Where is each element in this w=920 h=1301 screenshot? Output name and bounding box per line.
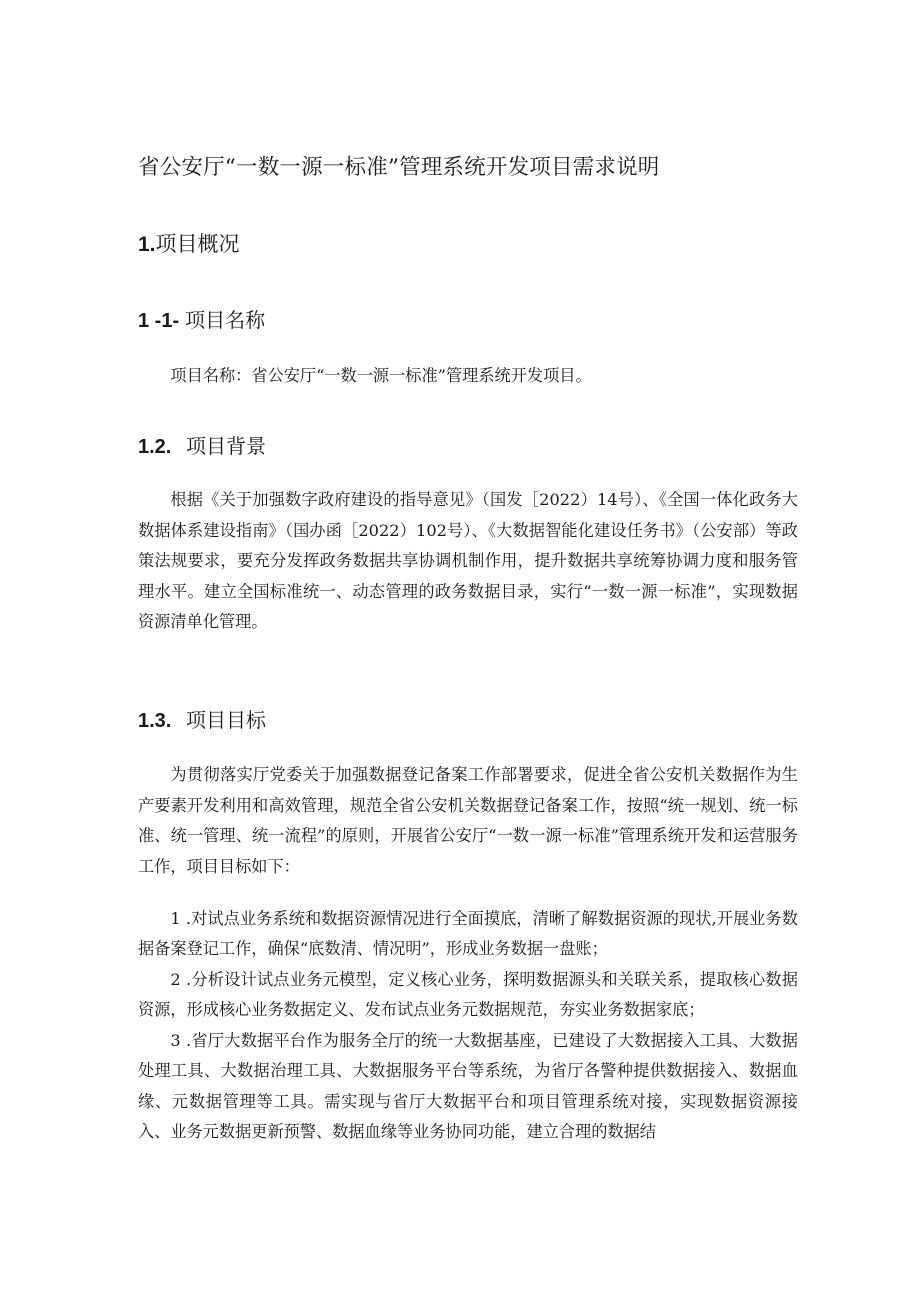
project-name-paragraph: 项目名称：省公安厅“一数一源一标准”管理系统开发项目。 [170, 366, 592, 385]
goal-item-1: 1 .对试点业务系统和数据资源情况进行全面摸底，清晰了解数据资源的现状,开展业务数据备案登记工作，确保“底数清、情况明”，形成业务数据一盘账； [138, 909, 798, 959]
section-title: 项目目标 [186, 708, 266, 732]
section-title: 项目概况 [155, 232, 240, 256]
section-number: 1. [138, 233, 156, 256]
section-number: 1.2. [138, 436, 172, 458]
section-title: 项目背景 [186, 434, 266, 458]
goal-item-3: 3 .省厅大数据平台作为服务全厅的统一大数据基座，已建设了大数据接入工具、大数据处理工具、大数据治理工具、大数据服务平台等系统，为省厅各警种提供数据接入、数据血缘、元数据管理等工具。需实现与省厅大数据平台和项目管理系统对接，实现数据资源接入、业务元数据更新预警、数据血缘等业务协同功能，建立合理的数据结 [138, 1031, 798, 1142]
goal-item-2: 2 .分析设计试点业务元模型，定义核心业务，探明数据源头和关联关系，提取核心数据资源，形成核心业务数据定义、发布试点业务元数据规范，夯实业务数据家底； [138, 970, 798, 1020]
section-heading-1-1 [138, 304, 265, 333]
project-background-paragraph: 根据《关于加强数字政府建设的指导意见》（国发［2022）14号）、《全国一体化政务大数据体系建设指南》（国办函［2022）102号）、《大数据智能化建设任务书》（公安部）等政策法规要求，要充分发挥政务数据共享协调机制作用，提升数据共享统筹协调力度和服务管理水平。建立全国标准统一、动态管理的政务数据目录，实行“一数一源一标准”，实现数据资源清单化管理。 [138, 490, 798, 632]
document-title: 省公安厅“一数一源一标准”管理系统开发项目需求说明 [138, 155, 660, 180]
project-goal-paragraph: 为贯彻落实厅党委关于加强数据登记备案工作部署要求，促进全省公安机关数据作为生产要素开发利用和高效管理，规范全省公安机关数据登记备案工作，按照“统一规划、统一标准、统一管理、统一流程”的原则，开展省公安厅“一数一源一标准”管理系统开发和运营服务工作，项目目标如下： [138, 765, 798, 876]
section-number: 1.3. [138, 710, 172, 732]
section-title: 项目名称 [185, 308, 266, 332]
section-heading-1 [138, 228, 240, 258]
section-heading-1-2 [138, 430, 266, 459]
section-heading-1-3 [138, 704, 266, 733]
section-number: 1 -1- [138, 310, 180, 332]
